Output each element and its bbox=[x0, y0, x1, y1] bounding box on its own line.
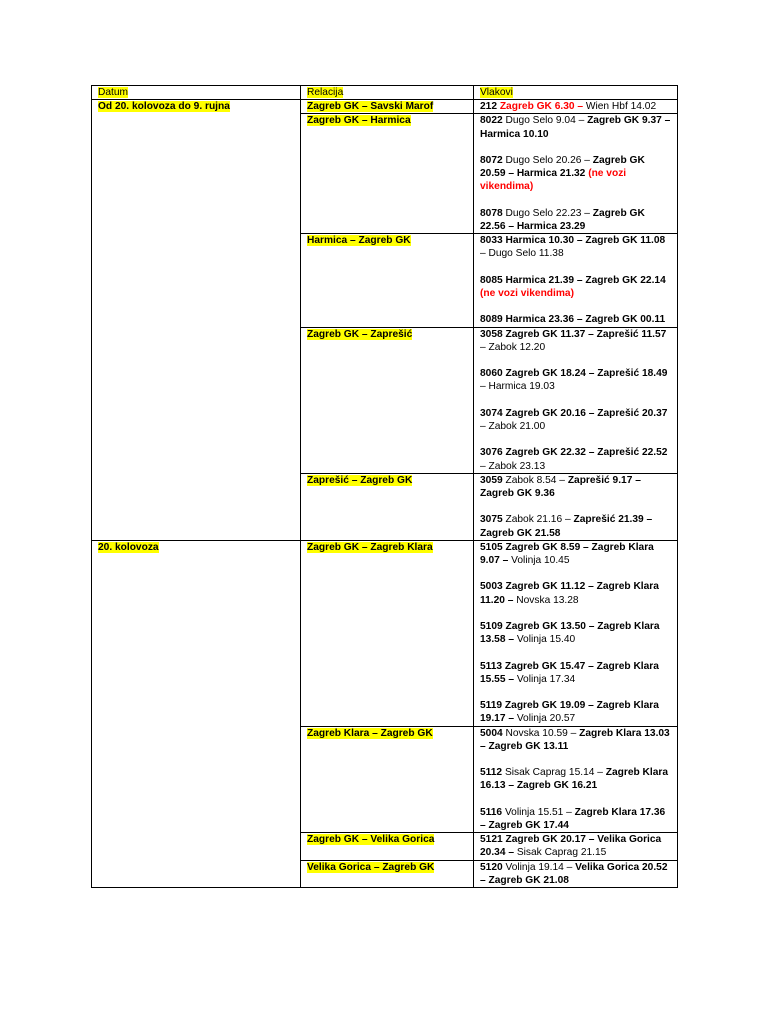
train-entry bbox=[480, 234, 672, 260]
relacija-cell bbox=[301, 726, 474, 833]
schedule-table bbox=[91, 85, 678, 888]
train-entry bbox=[480, 274, 672, 300]
train-text: 8085 Harmica 21.39 – Zagreb GK 22.14 bbox=[480, 274, 666, 286]
train-text: Volinja 17.34 bbox=[516, 673, 576, 685]
train-text: 8078 bbox=[480, 207, 506, 219]
vlakovi-cell bbox=[474, 234, 678, 327]
train-text: 5113 Zagreb GK 15.47 – Zagreb Klara 15.55 – bbox=[480, 660, 659, 685]
train-text: 8060 Zagreb GK 18.24 – Zaprešić 18.49 bbox=[480, 368, 668, 380]
vlakovi-cell bbox=[474, 540, 678, 726]
datum-label: 20. kolovoza bbox=[98, 541, 159, 553]
train-text: 5109 Zagreb GK 13.50 – Zagreb Klara 13.58 – bbox=[480, 620, 660, 646]
header-datum-label: Datum bbox=[98, 87, 129, 98]
train-text: 8033 Harmica 10.30 – Zagreb GK 11.08 bbox=[480, 235, 666, 247]
train-entry bbox=[480, 114, 672, 140]
train-entry bbox=[480, 861, 672, 887]
train-text: Dugo Selo 9.04 – bbox=[505, 115, 588, 127]
relacija-label: Velika Gorica – Zagreb GK bbox=[307, 861, 435, 873]
header-row bbox=[92, 86, 678, 100]
train-text: 212 bbox=[480, 101, 500, 113]
relacija-label: Zagreb GK – Zagreb Klara bbox=[307, 541, 433, 553]
train-entry bbox=[480, 833, 672, 859]
train-text: 3074 Zagreb GK 20.16 – Zaprešić 20.37 bbox=[480, 407, 668, 419]
header-datum bbox=[92, 86, 301, 100]
train-entry bbox=[480, 660, 672, 686]
train-text: Zagreb GK 9.37 – Harmica 10.10 bbox=[480, 115, 671, 140]
train-text: Volinja 15.51 – bbox=[504, 806, 575, 818]
train-text: Zaprešić 21.39 – Zagreb GK 21.58 bbox=[480, 514, 653, 539]
header-relacija bbox=[301, 86, 474, 100]
vlakovi-cell bbox=[474, 726, 678, 833]
vlakovi-cell bbox=[474, 860, 678, 887]
train-text: – Harmica 19.03 bbox=[480, 381, 555, 393]
train-text: 8089 Harmica 23.36 – Zagreb GK 00.11 bbox=[480, 314, 666, 326]
train-text: – Zabok 21.00 bbox=[480, 420, 546, 432]
table-row bbox=[92, 540, 678, 726]
train-text: 5120 bbox=[480, 861, 506, 873]
header-relacija-label: Relacija bbox=[307, 87, 344, 98]
relacija-label: Zagreb GK – Zaprešić bbox=[307, 328, 413, 340]
train-text: 8022 bbox=[480, 115, 506, 127]
train-entry bbox=[480, 513, 672, 539]
train-text: Wien Hbf 14.02 bbox=[585, 101, 657, 113]
train-text: 3059 bbox=[480, 474, 506, 486]
schedule-body bbox=[92, 100, 678, 888]
train-note-red: Zagreb GK 6.30 – bbox=[499, 101, 586, 113]
train-text: – Zabok 12.20 bbox=[480, 341, 546, 353]
train-entry bbox=[480, 699, 672, 725]
train-text: Volinja 10.45 bbox=[511, 554, 570, 566]
relacija-cell bbox=[301, 833, 474, 860]
relacija-cell bbox=[301, 860, 474, 887]
train-text: – Dugo Selo 11.38 bbox=[480, 248, 564, 260]
train-text: 5116 bbox=[480, 806, 505, 818]
relacija-label: Harmica – Zagreb GK bbox=[307, 235, 411, 247]
train-text: Novska 10.59 – bbox=[505, 727, 580, 739]
train-note-red: (ne vozi vikendima) bbox=[480, 288, 574, 299]
relacija-cell bbox=[301, 114, 474, 234]
train-entry bbox=[480, 541, 672, 567]
train-note-red: (ne vozi vikendima) bbox=[480, 168, 627, 193]
train-text: – Zabok 23.13 bbox=[480, 460, 546, 472]
train-text: Volinja 20.57 bbox=[516, 713, 576, 725]
train-entry bbox=[480, 207, 672, 233]
relacija-label: Zagreb GK – Velika Gorica bbox=[307, 834, 435, 846]
header-vlakovi-label: Vlakovi bbox=[480, 87, 513, 98]
vlakovi-cell bbox=[474, 473, 678, 540]
relacija-cell bbox=[301, 234, 474, 327]
train-text: 5119 Zagreb GK 19.09 – Zagreb Klara 19.17 – bbox=[480, 700, 659, 725]
train-text: 5004 bbox=[480, 727, 506, 739]
train-text: Zagreb Klara 13.03 – Zagreb GK 13.11 bbox=[480, 727, 670, 752]
datum-label: Od 20. kolovoza do 9. rujna bbox=[98, 101, 230, 113]
datum-cell bbox=[92, 100, 301, 541]
train-text: Dugo Selo 22.23 – bbox=[505, 207, 593, 219]
train-entry bbox=[480, 154, 672, 194]
table-row bbox=[92, 100, 678, 114]
datum-cell bbox=[92, 540, 301, 887]
train-text: 5112 bbox=[480, 767, 505, 779]
relacija-cell bbox=[301, 327, 474, 473]
train-text: Dugo Selo 20.26 – bbox=[505, 155, 593, 166]
train-text: Volinja 19.14 – bbox=[505, 861, 576, 873]
relacija-label: Zagreb Klara – Zagreb GK bbox=[307, 727, 433, 739]
train-text: Novska 13.28 bbox=[516, 594, 579, 606]
train-text: Zabok 8.54 – bbox=[505, 474, 568, 486]
relacija-label: Zaprešić – Zagreb GK bbox=[307, 474, 413, 486]
vlakovi-cell bbox=[474, 114, 678, 234]
vlakovi-cell bbox=[474, 100, 678, 114]
train-entry bbox=[480, 766, 672, 792]
vlakovi-cell bbox=[474, 327, 678, 473]
relacija-label: Zagreb GK – Harmica bbox=[307, 115, 411, 127]
train-text: Zabok 21.16 – bbox=[505, 514, 574, 526]
header-vlakovi bbox=[474, 86, 678, 100]
train-text: 5003 Zagreb GK 11.12 – Zagreb Klara 11.20 – bbox=[480, 581, 659, 606]
relacija-label: Zagreb GK – Savski Marof bbox=[307, 101, 434, 113]
vlakovi-cell bbox=[474, 833, 678, 860]
train-entry bbox=[480, 474, 672, 500]
train-entry bbox=[480, 620, 672, 646]
train-entry bbox=[480, 446, 672, 472]
train-entry bbox=[480, 407, 672, 433]
train-text: 5121 Zagreb GK 20.17 – Velika Gorica 20.34 – bbox=[480, 834, 662, 859]
train-text: 3058 Zagreb GK 11.37 – Zaprešić 11.57 bbox=[480, 328, 667, 340]
train-entry bbox=[480, 806, 672, 832]
train-entry bbox=[480, 580, 672, 606]
train-text: Zagreb Klara 17.36 – Zagreb GK 17.44 bbox=[480, 806, 666, 831]
train-text: 3076 Zagreb GK 22.32 – Zaprešić 22.52 bbox=[480, 447, 668, 459]
train-entry bbox=[480, 328, 672, 354]
relacija-cell bbox=[301, 473, 474, 540]
train-text: 5105 Zagreb GK 8.59 – Zagreb Klara 9.07 – bbox=[480, 541, 654, 566]
relacija-cell bbox=[301, 540, 474, 726]
train-entry bbox=[480, 313, 672, 326]
train-text: Volinja 15.40 bbox=[516, 634, 576, 646]
train-text: Sisak Caprag 21.15 bbox=[516, 847, 607, 859]
train-entry bbox=[480, 367, 672, 393]
train-text: Zagreb GK 20.59 – Harmica 21.32 bbox=[480, 155, 645, 180]
train-entry bbox=[480, 727, 672, 753]
train-text: 3075 bbox=[480, 514, 506, 526]
train-text: Zagreb Klara 16.13 – Zagreb GK 16.21 bbox=[480, 767, 669, 792]
train-text: Zaprešić 9.17 – Zagreb GK 9.36 bbox=[480, 474, 641, 499]
train-text: Velika Gorica 20.52 – Zagreb GK 21.08 bbox=[480, 861, 668, 886]
train-entry bbox=[480, 100, 672, 113]
train-text: Sisak Caprag 15.14 – bbox=[504, 767, 606, 779]
train-text: 8072 bbox=[480, 155, 506, 166]
train-text: Zagreb GK 22.56 – Harmica 23.29 bbox=[480, 207, 645, 232]
relacija-cell bbox=[301, 100, 474, 114]
